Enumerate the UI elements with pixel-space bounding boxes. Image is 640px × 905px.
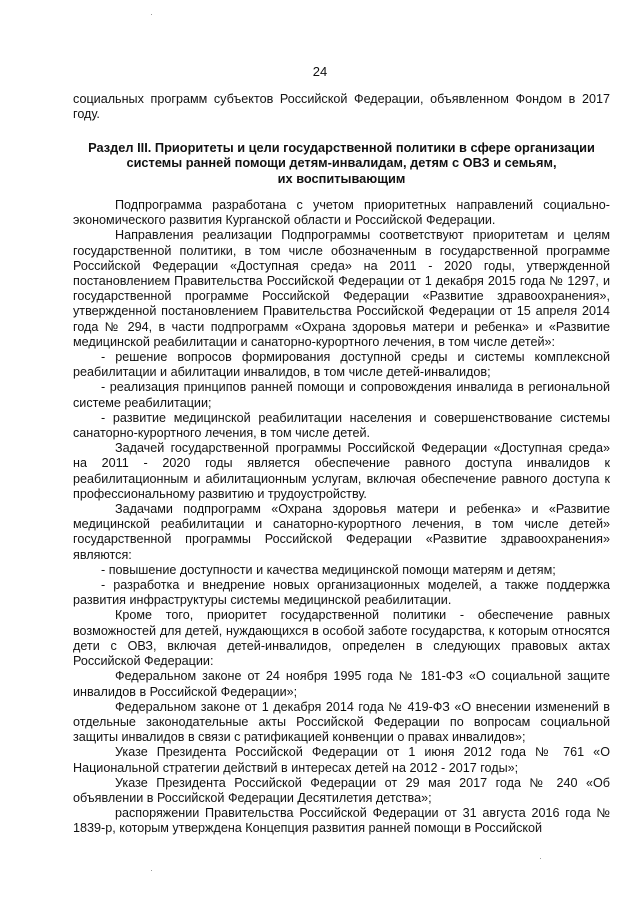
legal-act-item: Федеральном законе от 1 декабря 2014 года № 419-ФЗ «О внесении изменений в отдельные законодательные акты Российской Федерации по вопросам социальной защиты инвалидов в связи с ратификацией конвенции о правах инвалидов»; (73, 699, 610, 745)
section-heading (73, 140, 610, 186)
body-paragraphs (73, 198, 610, 837)
paragraph: Кроме того, приоритет государственной политики - обеспечение равных возможностей для детей, нуждающихся в особой заботе государства, к которым относятся дети с ОВЗ, включая детей-инвалидов, определен в следующих правовых актах Российской Федерации: (73, 608, 610, 669)
section-heading-line-3: их воспитывающим (277, 170, 406, 186)
paragraph: Задачами подпрограмм «Охрана здоровья матери и ребенка» и «Развитие медицинской реабилитации и санаторно-курортного лечения, в том числе детей» государственной программы Российской Федерации «Развитие здравоохранения» являются: (73, 502, 610, 562)
legal-act-item: Федеральном законе от 24 ноября 1995 года № 181-ФЗ «О социальной защите инвалидов в Российской Федерации»; (73, 669, 610, 699)
scan-speck (540, 858, 541, 859)
paragraph: Направления реализации Подпрограммы соответствуют приоритетам и целям государственной политики, в том числе обозначенным в государственной программе Российской Федерации «Доступная среда» на 2011 - 2020 годы, утвержденной постановлением Правительства Российской Федерации от 1 декабря 2015 года № 1297, и государственной программе Российской Федерации «Развитие здравоохранения», утвержденной постановлением Правительства Российской Федерации от 15 апреля 2014 года № 294, в части подпрограмм «Охрана здоровья матери и ребенка» и «Развитие медицинской реабилитации и санаторно-курортного лечения, в том числе детей»: (73, 228, 610, 349)
list-item: - решение вопросов формирования доступной среды и системы комплексной реабилитации и абилитации инвалидов, в том числе детей-инвалидов; (73, 350, 610, 380)
intro-paragraph-block (73, 92, 610, 122)
legal-act-item: распоряжении Правительства Российской Федерации от 31 августа 2016 года № 1839-р, которым утверждена Концепция развития ранней помощи в Российской (73, 806, 610, 836)
list-item: - реализация принципов ранней помощи и сопровождения инвалида в региональной системе реабилитации; (73, 380, 610, 410)
legal-act-item: Указе Президента Российской Федерации от 29 мая 2017 года № 240 «Об объявлении в Российской Федерации Десятилетия детства»; (73, 775, 610, 805)
list-item: - развитие медицинской реабилитации населения и совершенствование системы санаторно-курортного лечения, в том числе детей. (73, 410, 610, 441)
list-item: - разработка и внедрение новых организационных моделей, а также поддержка развития инфраструктуры системы медицинской реабилитации. (73, 578, 610, 608)
paragraph: Подпрограмма разработана с учетом приоритетных направлений социально-экономического развития Курганской области и Российской Федерации. (73, 198, 610, 228)
section-heading-line-1: Раздел III. Приоритеты и цели государственной политики в сфере организации (88, 140, 595, 155)
scan-speck (151, 14, 152, 15)
intro-paragraph: социальных программ субъектов Российской Федерации, объявленном Фондом в 2017 году. (73, 92, 610, 122)
scan-speck (151, 870, 152, 871)
section-heading-line-2: системы ранней помощи детям-инвалидам, детям с ОВЗ и семьям, (126, 155, 557, 171)
paragraph: Задачей государственной программы Российской Федерации «Доступная среда» на 2011 - 2020 годы является обеспечение равного доступа инвалидов к реабилитационным и абилитационным услугам, включая обеспечение равного доступа к профессиональному развитию и трудоустройству. (73, 441, 610, 501)
list-item: - повышение доступности и качества медицинской помощи матерям и детям; (101, 562, 556, 577)
page-number: 24 (312, 64, 328, 79)
legal-act-item: Указе Президента Российской Федерации от 1 июня 2012 года № 761 «О Национальной стратегии действий в интересах детей на 2012 - 2017 годы»; (73, 745, 610, 775)
